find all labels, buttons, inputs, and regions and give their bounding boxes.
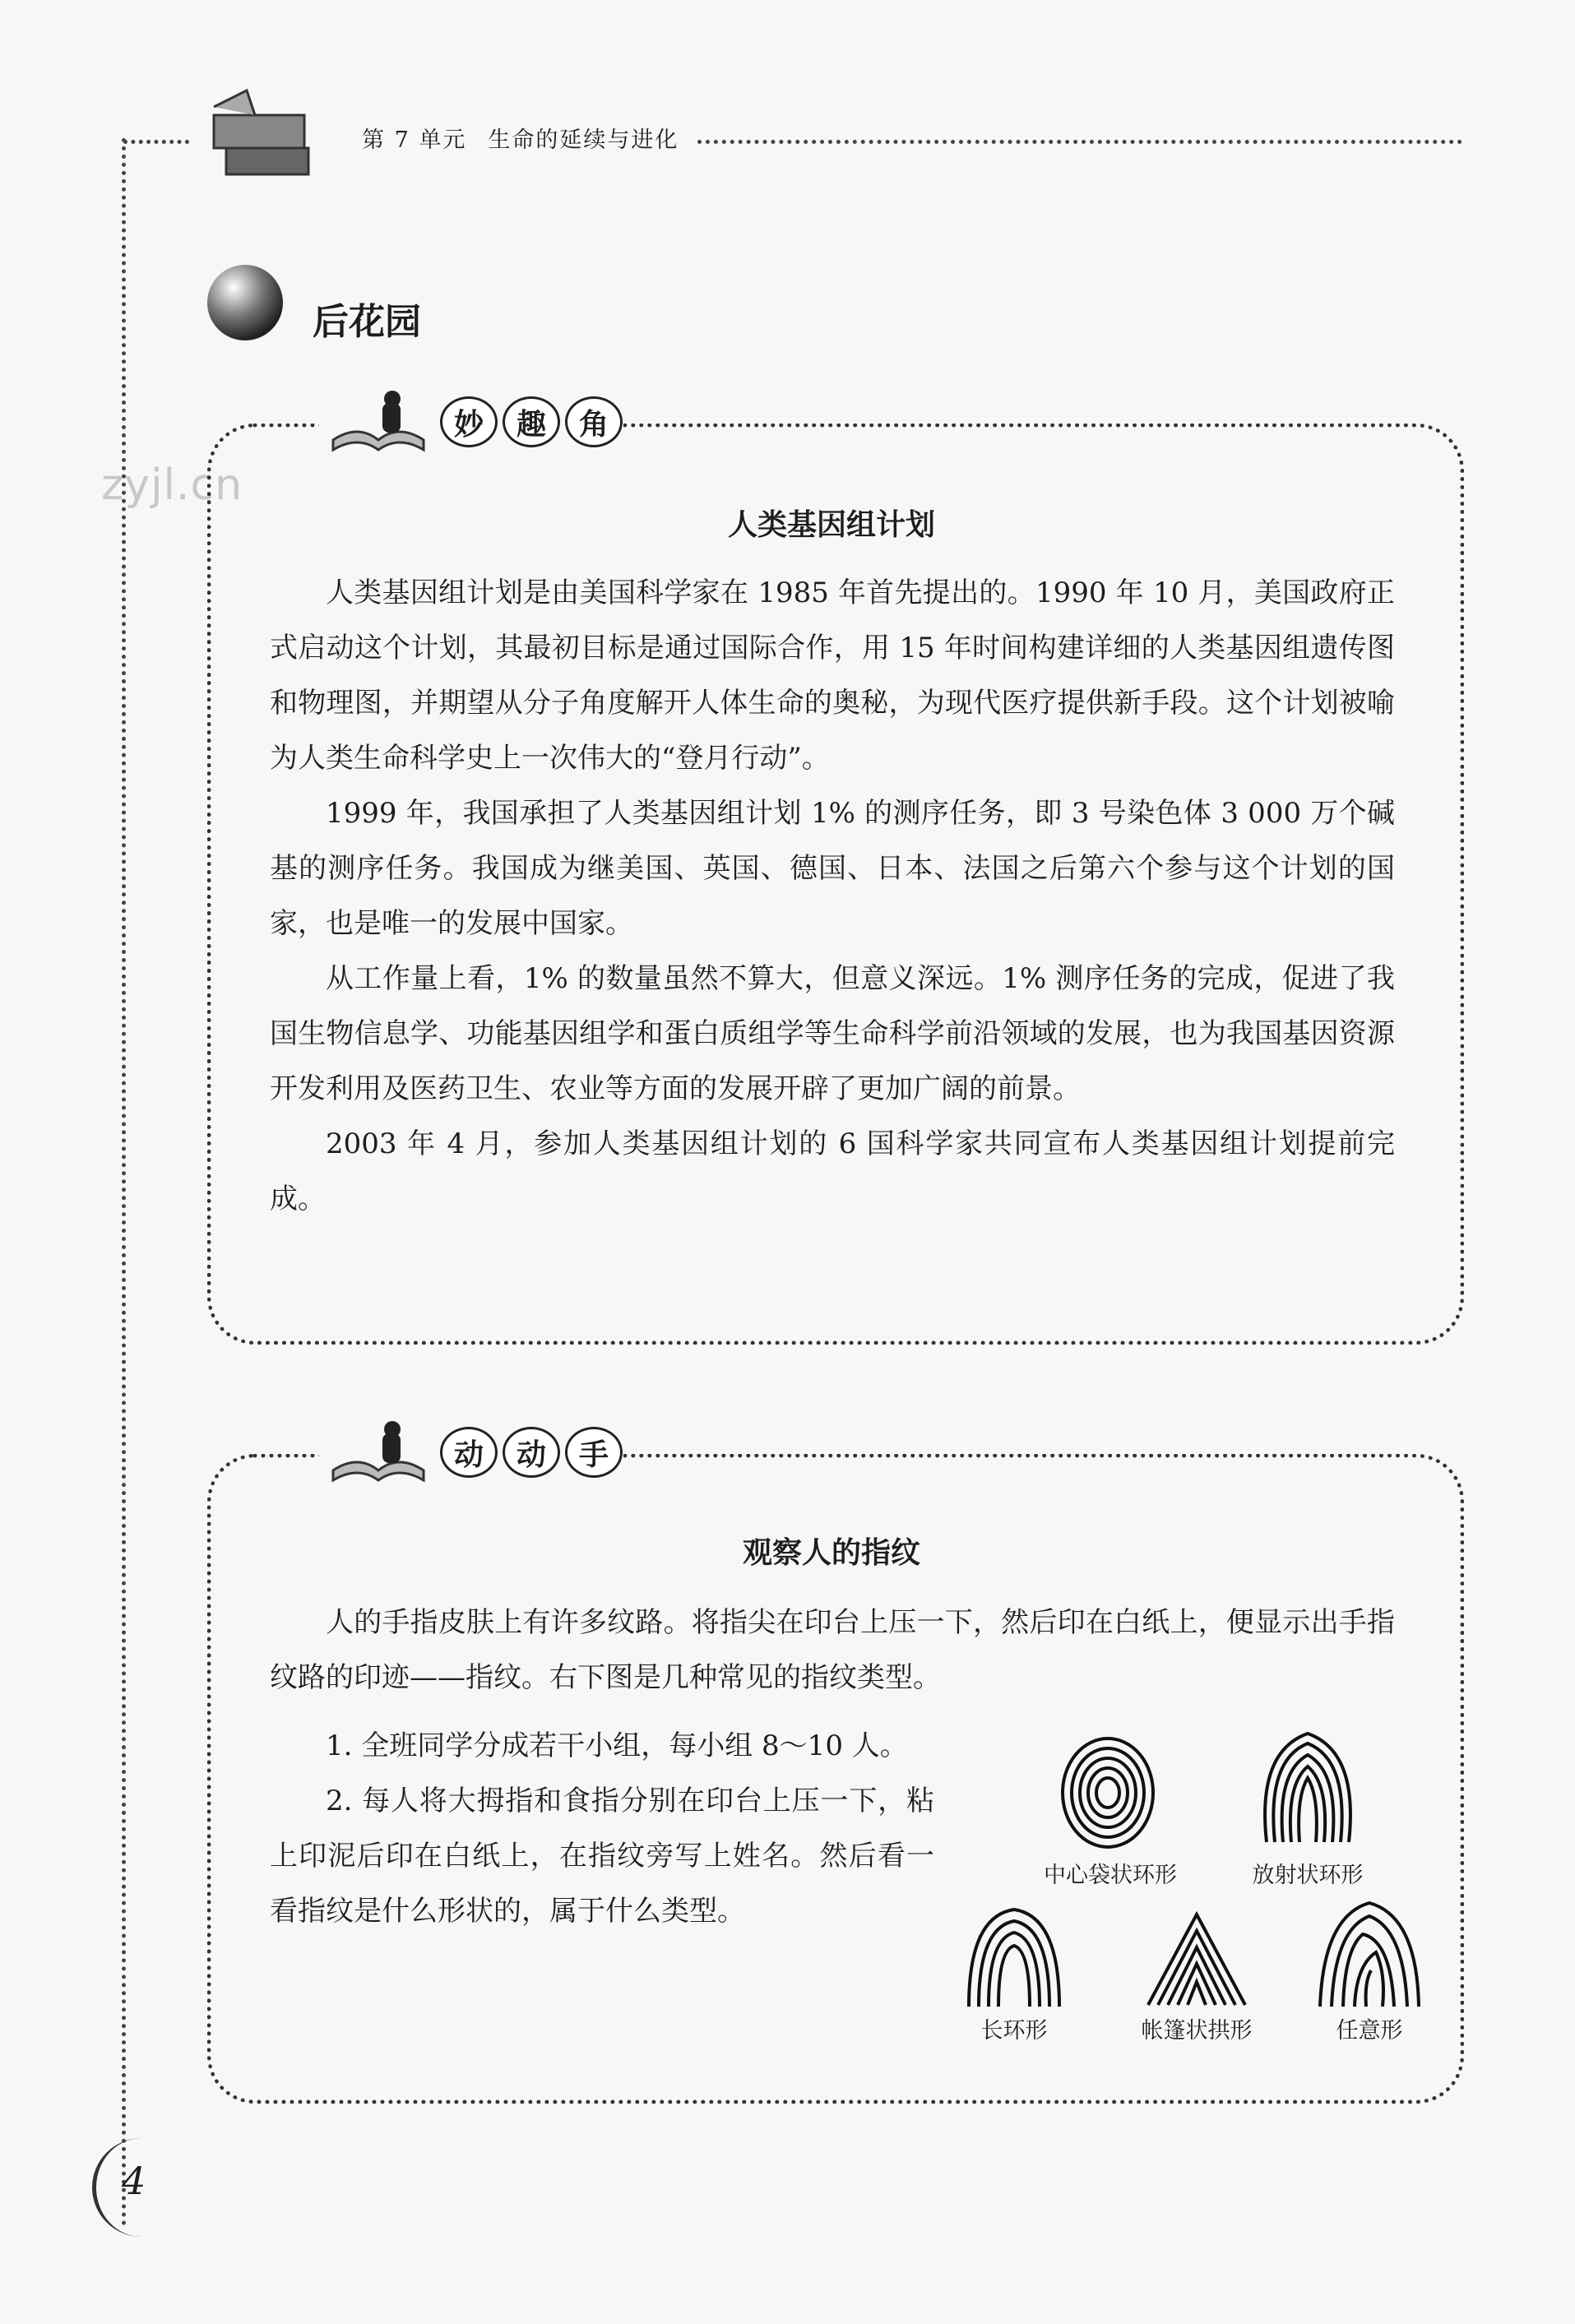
fun-corner-tab [440,396,623,447]
tab-char: 手 [565,1427,623,1478]
tab-char: 角 [565,396,623,447]
tab-char: 动 [440,1427,498,1478]
header-rule-right [697,140,1462,144]
fingerprint-label: 任意形 [1336,2018,1403,2044]
fingerprint-intro [270,1595,1395,1706]
fingerprint-steps [270,1719,934,1939]
header-books-icon [197,82,321,189]
fingerprint-irregular-image [1312,1891,1427,2015]
paragraph: 从工作量上看，1% 的数量虽然不算大，但意义深远。1% 测序任务的完成，促进了我国生物信息学、功能基因组学和蛋白质组学等生命科学前沿领域的发展，也为我国基因资源开发利用及医药卫生、农业等方面的发展开辟了更加广阔的前景。 [270,962,1395,1105]
section-title: 后花园 [313,301,421,343]
fingerprint-label: 长环形 [980,2018,1048,2044]
step: 1. 全班同学分成若干小组，每小组 8～10 人。 [326,1729,908,1762]
tab-char: 妙 [440,396,498,447]
page-number: 4 [122,2159,146,2203]
paragraph: 1999 年，我国承担了人类基因组计划 1% 的测序任务，即 3 号染色体 3 000 万个碱基的测序任务。我国成为继美国、英国、德国、日本、法国之后第六个参与这个计划的国家，也是唯一的发展中国家。 [270,797,1395,940]
fingerprint-label: 帐篷状拱形 [1141,2018,1253,2044]
fingerprint-tented-arch-image [1143,1906,1250,2013]
header-unit: 第 7 单元 [362,127,467,153]
fingerprint-radial-loop-image [1250,1727,1365,1850]
watermark: zyjl.cn [101,461,243,510]
article-title-fingerprint: 观察人的指纹 [742,1536,920,1570]
book-cat-icon [325,1413,432,1487]
tab-char: 动 [503,1427,560,1478]
fingerprint-label: 中心袋状环形 [1044,1863,1177,1888]
globe-icon [204,262,286,344]
paragraph: 人的手指皮肤上有许多纹路。将指尖在印台上压一下，然后印在白纸上，便显示出手指纹路的印迹——指纹。右下图是几种常见的指纹类型。 [270,1606,1395,1694]
step: 2. 每人将大拇指和食指分别在印台上压一下，粘上印泥后印在白纸上，在指纹旁写上姓名。然后看一看指纹是什么形状的，属于什么类型。 [270,1785,934,1928]
article-body-genome [270,566,1395,1227]
fingerprint-whorl-image [1054,1727,1161,1850]
running-header [362,122,679,154]
header-title: 生命的延续与进化 [488,127,679,153]
header-rule-left [123,140,189,144]
hands-on-tab [440,1427,623,1478]
fingerprint-long-loop-image [961,1900,1068,2015]
tab-char: 趣 [503,396,560,447]
paragraph: 人类基因组计划是由美国科学家在 1985 年首先提出的。1990 年 10 月，美国政府正式启动这个计划，其最初目标是通过国际合作，用 15 年时间构建详细的人类基因组遗传图和物理图，并期望从分子角度解开人体生命的奥秘，为现代医疗提供新手段。这个计划被喻为人类生命科学史上一次伟大的“登月行动”。 [270,576,1395,775]
paragraph: 2003 年 4 月，参加人类基因组计划的 6 国科学家共同宣布人类基因组计划提前完成。 [270,1127,1395,1215]
margin-rule [122,138,126,2227]
fingerprint-label: 放射状环形 [1252,1863,1364,1888]
book-cat-icon [325,382,432,456]
article-title-genome: 人类基因组计划 [727,508,935,542]
